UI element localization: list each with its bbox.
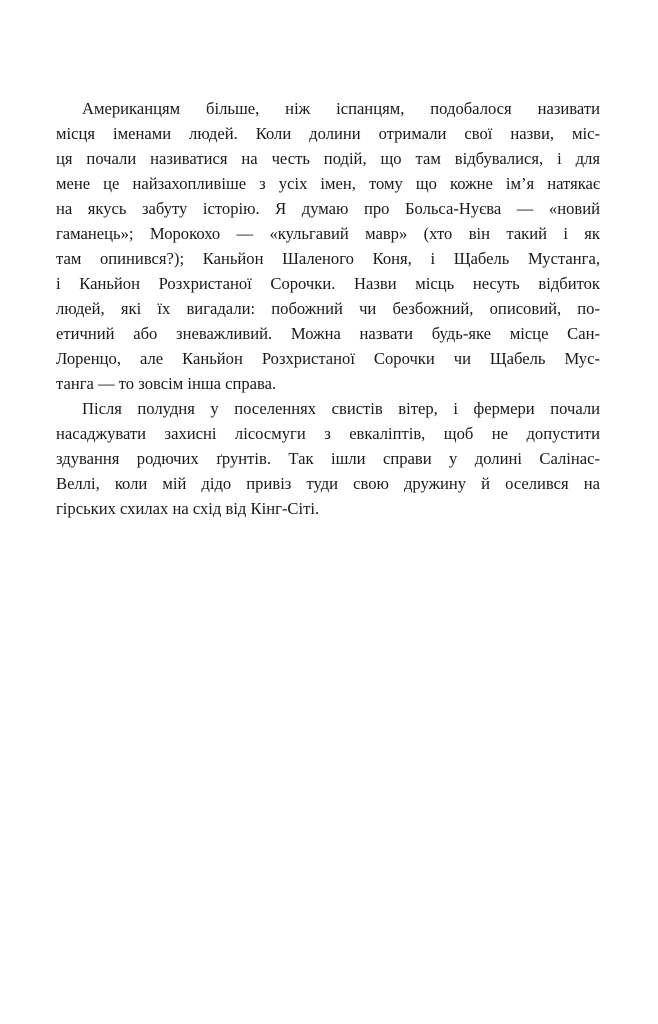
paragraph-2 (56, 396, 600, 521)
text-line: ця почали називатися на честь подій, що там відбувалися, і для (56, 149, 600, 168)
text-line: танга — то зовсім інша справа. (56, 374, 277, 393)
text-line: етичний або зневажливий. Можна назвати будь-яке місце Сан- (56, 324, 600, 343)
text-line: і Каньйон Розхристаної Сорочки. Назви місць несуть відбиток (56, 274, 600, 293)
text-line: гірських схилах на схід від Кінг-Сіті. (56, 499, 320, 518)
text-line: гаманець»; Морокохо — «кульгавий мавр» (хто він такий і як (56, 224, 600, 243)
text-line: мене це найзахопливіше з усіх імен, тому що кожне ім’я натякає (56, 174, 600, 193)
text-line: Лоренцо, але Каньйон Розхристаної Сорочки чи Щабель Мус- (56, 349, 600, 368)
text-line: на якусь забуту історію. Я думаю про Больса-Нуєва — «новий (56, 199, 600, 218)
text-line: там опинився?); Каньйон Шаленого Коня, і Щабель Мустанга, (56, 249, 600, 268)
body-text (56, 96, 600, 521)
text-line: насаджувати захисні лісосмуги з евкаліптів, щоб не допустити (56, 424, 600, 443)
text-line: Після полудня у поселеннях свистів вітер, і фермери почали (82, 399, 600, 418)
text-line: Американцям більше, ніж іспанцям, подобалося називати (82, 99, 600, 118)
text-line: місця іменами людей. Коли долини отримали свої назви, міс- (56, 124, 600, 143)
paragraph-1 (56, 96, 600, 396)
text-line: людей, які їх вигадали: побожний чи безбожний, описовий, по- (56, 299, 600, 318)
text-line: Веллі, коли мій дідо привіз туди свою дружину й оселився на (56, 474, 600, 493)
text-line: здування родючих ґрунтів. Так ішли справи у долині Салінас- (56, 449, 600, 468)
